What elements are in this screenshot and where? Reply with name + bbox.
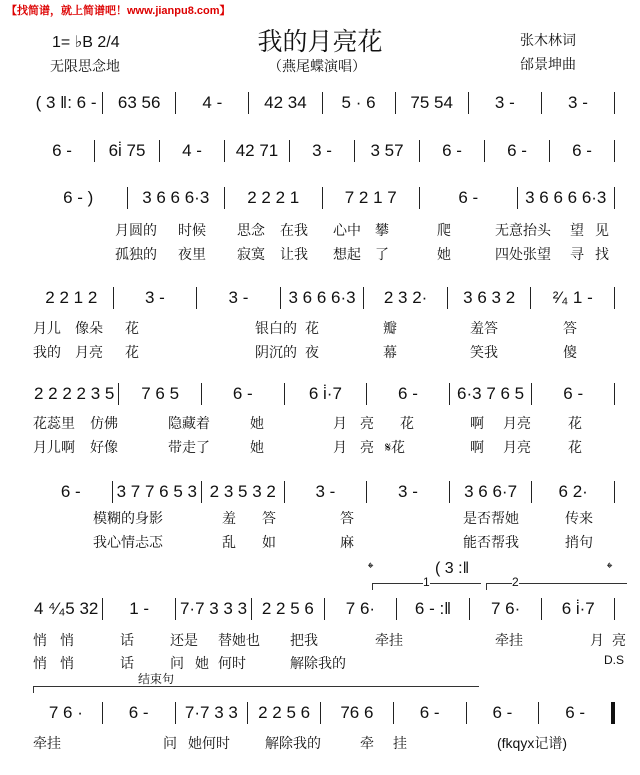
measure: 6 i̇·7 xyxy=(542,598,615,620)
lyric: 能否帮我 xyxy=(463,534,519,550)
measure: 6·3 7 6 5 xyxy=(450,383,533,405)
lyric: 想起 xyxy=(333,246,361,262)
lyric: 悄 xyxy=(60,632,74,648)
measure: 42 34 xyxy=(249,92,322,114)
lyric: 月 xyxy=(333,439,347,455)
lyric: 啊 xyxy=(470,415,484,431)
lyric: 夜 xyxy=(305,344,319,360)
measure: 3 6 6·7 xyxy=(450,481,533,503)
lyric: 牵挂 xyxy=(33,735,61,751)
lyric: 她 xyxy=(250,415,264,431)
lyric: 阴沉的 xyxy=(255,344,297,360)
key-signature: 1= ♭B 2/4 xyxy=(52,34,120,51)
measure: 3 - xyxy=(285,481,368,503)
lyric: 思念 xyxy=(237,222,265,238)
lyric: 亮 xyxy=(360,415,374,431)
measure: 2 2 2 1 xyxy=(225,187,323,209)
lyric: 花 xyxy=(125,320,139,336)
lyric: 她何时 xyxy=(188,735,230,751)
ending-bracket xyxy=(33,686,479,693)
lyric: 啊 xyxy=(470,439,484,455)
lyric: 模糊的身影 xyxy=(93,510,163,526)
staff-system xyxy=(30,598,615,620)
lyric: 见 xyxy=(595,222,609,238)
measure: 6 i̇·7 xyxy=(285,383,368,405)
lyric: 月圆的 xyxy=(115,222,157,238)
lyric: 牵挂 xyxy=(375,632,403,648)
measure: 3 57 xyxy=(355,140,420,162)
lyric: 孤独的 xyxy=(115,246,157,262)
song-title: 我的月亮花 xyxy=(257,28,383,56)
measure: 76 6 xyxy=(321,702,394,724)
lyric: 银白的 xyxy=(255,320,297,336)
measure: 6 - ) xyxy=(30,187,128,209)
site-banner[interactable]: 【找简谱，就上简谱吧！www.jianpu8.com】 xyxy=(6,5,231,17)
staff-system xyxy=(30,140,615,162)
lyric: 亮 xyxy=(360,439,374,455)
measure: 1 - xyxy=(103,598,176,620)
lyric: 𝄋花 xyxy=(385,439,406,455)
lyric: 乱 xyxy=(222,534,236,550)
lyric: 攀 xyxy=(375,222,389,238)
lyric: 是否帮她 xyxy=(463,510,519,526)
measure: 3 6 3 2 xyxy=(448,287,532,309)
measure: 6 2· xyxy=(532,481,615,503)
measure: 6 - xyxy=(30,140,95,162)
lyric: 心中 xyxy=(333,222,361,238)
lyric: 隐藏着 xyxy=(168,415,210,431)
lyric: 花 xyxy=(568,415,582,431)
lyric: 找 xyxy=(595,246,609,262)
measure: 2 3 2· xyxy=(364,287,448,309)
lyric: 月亮 xyxy=(503,439,531,455)
lyric: 无意抬头 xyxy=(495,222,551,238)
lyric: 还是 xyxy=(170,632,198,648)
lyric: 月 xyxy=(590,632,604,648)
measure: 2 2 5 6 xyxy=(252,598,325,620)
lyric: 她 xyxy=(437,246,451,262)
lyric: 答 xyxy=(262,510,276,526)
lyric: 夜里 xyxy=(178,246,206,262)
coda-icon: 𝄌 xyxy=(607,560,613,577)
measure: 7 6 · xyxy=(30,702,103,724)
lyric: 幕 xyxy=(383,344,397,360)
lyric: 她 xyxy=(250,439,264,455)
measure: 6 - xyxy=(103,702,176,724)
measure: 63 56 xyxy=(103,92,176,114)
volta-1: 1 xyxy=(372,583,481,590)
lyric: 笑我 xyxy=(470,344,498,360)
staff-system xyxy=(30,287,615,309)
lyric: 寻 xyxy=(570,246,584,262)
lyric: 月儿啊 xyxy=(33,439,75,455)
lyric: 让我 xyxy=(280,246,308,262)
measure: 5 · 6 xyxy=(323,92,396,114)
volta-2: 2 xyxy=(486,583,627,590)
staff-system xyxy=(30,481,615,503)
lyric: 羞 xyxy=(222,510,236,526)
measure: ( 3 ‖: 6 - xyxy=(30,92,103,114)
lyric: 问 xyxy=(170,655,184,671)
staff-system xyxy=(30,702,615,724)
measure: 7 2 1 7 xyxy=(323,187,421,209)
measure: 3 6 6 6·3 xyxy=(281,287,365,309)
lyric: 月儿 xyxy=(33,320,61,336)
measure: ²⁄₄ 1 - xyxy=(531,287,615,309)
lyric: 花 xyxy=(125,344,139,360)
lyric: 解除我的 xyxy=(265,735,321,751)
measure: 7 6· xyxy=(470,598,543,620)
lyric: 答 xyxy=(340,510,354,526)
measure: 3 - xyxy=(114,287,198,309)
lyric: 像朵 xyxy=(75,320,103,336)
measure: 6 - :‖ xyxy=(397,598,470,620)
ending-label: 结束句 xyxy=(138,672,175,686)
lyric: 亮 xyxy=(612,632,626,648)
lyric: 话 xyxy=(120,632,134,648)
lyric: 牵 xyxy=(360,735,374,751)
staff-system xyxy=(30,187,615,209)
measure: 4 ⁴⁄₄5 32 xyxy=(30,598,103,620)
measure: 2 2 1 2 xyxy=(30,287,114,309)
composer: 邰景坤曲 xyxy=(520,56,576,72)
measure: 2 3 5 3 2 xyxy=(202,481,285,503)
transcriber-credit: (fkqyx记谱) xyxy=(497,735,567,751)
lyric: 瓣 xyxy=(383,320,397,336)
measure: 6 - xyxy=(420,187,518,209)
repeat-marker: ( 3 :‖ xyxy=(435,560,470,577)
measure: 4 - xyxy=(176,92,249,114)
lyric: 花 xyxy=(568,439,582,455)
measure: 3 6 6 6 6·3 xyxy=(518,187,616,209)
lyric: 时候 xyxy=(178,222,206,238)
lyric: 花蕊里 xyxy=(33,415,75,431)
measure: 3 - xyxy=(290,140,355,162)
staff-system xyxy=(30,92,615,114)
lyric: 带走了 xyxy=(168,439,210,455)
measure: 3 7 7 6 5 3 xyxy=(113,481,202,503)
dal-segno: D.S xyxy=(604,653,625,667)
measure: 6 - xyxy=(420,140,485,162)
lyric: 如 xyxy=(262,534,276,550)
lyric: 羞答 xyxy=(470,320,498,336)
measure: 2 2 2 2 3 5 xyxy=(30,383,119,405)
measure: 6 - xyxy=(202,383,285,405)
measure: 6 - xyxy=(539,702,615,724)
lyric: 月 xyxy=(333,415,347,431)
time-signature: 2/4 xyxy=(97,34,120,51)
measure: 3 - xyxy=(367,481,450,503)
lyric: 把我 xyxy=(290,632,318,648)
measure: 3 - xyxy=(542,92,615,114)
lyric: 在我 xyxy=(280,222,308,238)
measure: 4 - xyxy=(160,140,225,162)
lyric: 牵挂 xyxy=(495,632,523,648)
lyric: 望 xyxy=(570,222,584,238)
lyric: 悄 xyxy=(33,655,47,671)
lyric: 寂寞 xyxy=(237,246,265,262)
measure: 7·7 3 3 3 xyxy=(176,598,252,620)
lyric: 悄 xyxy=(33,632,47,648)
lyric: 我的 xyxy=(33,344,61,360)
lyric: 仿佛 xyxy=(90,415,118,431)
expression-marking: 无限思念地 xyxy=(50,58,120,74)
measure: 6 - xyxy=(367,383,450,405)
lyric: 她 xyxy=(195,655,209,671)
staff-system xyxy=(30,383,615,405)
lyric: 替她也 xyxy=(218,632,260,648)
lyric: 捎句 xyxy=(565,534,593,550)
lyric: 麻 xyxy=(340,534,354,550)
lyric: 月亮 xyxy=(75,344,103,360)
measure: 2 2 5 6 xyxy=(248,702,321,724)
measure: 42 71 xyxy=(225,140,290,162)
lyricist: 张木林词 xyxy=(520,32,576,48)
lyric: 四处张望 xyxy=(495,246,551,262)
measure: 75 54 xyxy=(396,92,469,114)
measure: 7 6 5 xyxy=(119,383,202,405)
measure: 6 - xyxy=(532,383,615,405)
measure: 6 - xyxy=(550,140,615,162)
lyric: 了 xyxy=(375,246,389,262)
measure: 3 - xyxy=(197,287,281,309)
singer: （燕尾蝶演唱） xyxy=(268,58,366,74)
lyric: 挂 xyxy=(393,735,407,751)
measure: 6 - xyxy=(30,481,113,503)
measure: 7 6· xyxy=(325,598,398,620)
measure: 7·7 3 3 xyxy=(176,702,249,724)
lyric: 爬 xyxy=(437,222,451,238)
lyric: 话 xyxy=(120,655,134,671)
lyric: 傻 xyxy=(563,344,577,360)
lyric: 问 xyxy=(163,735,177,751)
lyric: 悄 xyxy=(60,655,74,671)
lyric: 月亮 xyxy=(503,415,531,431)
lyric: 解除我的 xyxy=(290,655,346,671)
coda-icon: 𝄌 xyxy=(368,560,374,577)
lyric: 好像 xyxy=(90,439,118,455)
measure: 3 - xyxy=(469,92,542,114)
lyric: 我心情忐忑 xyxy=(93,534,163,550)
lyric: 传来 xyxy=(565,510,593,526)
lyric: 花 xyxy=(400,415,414,431)
lyric: 花 xyxy=(305,320,319,336)
lyric: 何时 xyxy=(218,655,246,671)
measure: 6 - xyxy=(485,140,550,162)
measure: 3 6 6 6·3 xyxy=(128,187,226,209)
measure: 6i̇ 75 xyxy=(95,140,160,162)
measure: 6 - xyxy=(467,702,540,724)
lyric: 答 xyxy=(563,320,577,336)
measure: 6 - xyxy=(394,702,467,724)
